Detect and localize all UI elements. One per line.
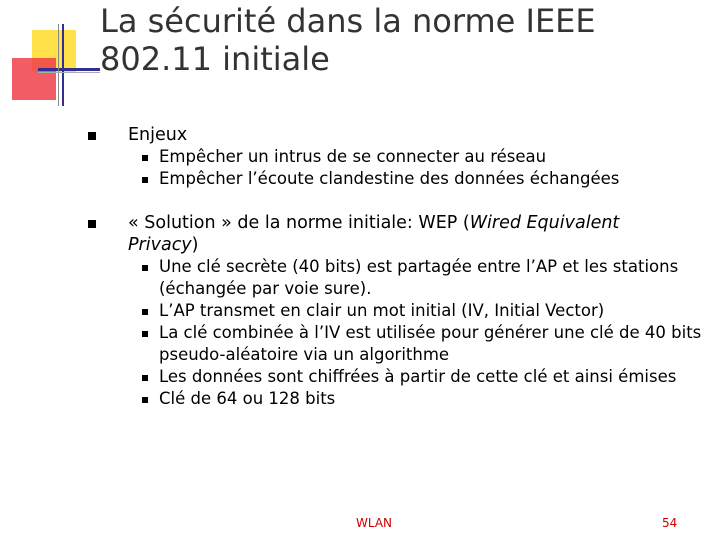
sub-bullet-text: L’AP transmet en clair un mot initial (IV, Initial Vector) [159,301,605,320]
sub-bullet-text: Clé de 64 ou 128 bits [159,389,336,408]
sub-bullet [0,366,704,388]
square-bullet-icon [142,375,148,381]
sub-bullet [0,322,704,366]
square-bullet-icon [142,309,148,315]
square-bullet-icon [88,132,96,140]
sub-bullet [0,300,704,322]
sub-bullet-text: Empêcher l’écoute clandestine des données échangées [159,169,620,188]
footer-center: WLAN [356,516,393,530]
page-number: 54 [662,516,678,530]
bullet-enjeux [0,124,648,146]
sub-bullet [0,256,704,300]
corner-decoration [0,0,100,110]
square-bullet-icon [142,265,148,271]
bullet-text-italic: Wired Equivalent Privacy [128,213,620,255]
slide-title: La sécurité dans la norme IEEE 802.11 initiale [100,2,596,78]
blue-vertical-line [62,24,64,106]
sub-bullet [0,388,704,410]
bullet-text-after: ) [191,235,199,255]
bullet-text: Enjeux [128,125,188,145]
sub-bullet-text: Empêcher un intrus de se connecter au réseau [159,147,547,166]
sub-bullet [0,168,704,190]
square-bullet-icon [142,331,148,337]
sub-bullet-text: Les données sont chiffrées à partir de cette clé et ainsi émises [159,367,677,386]
square-bullet-icon [142,397,148,403]
square-bullet-icon [142,177,148,183]
blue-horizontal-line [38,68,100,71]
bullet-text-before: « Solution » de la norme initiale: WEP ( [128,213,470,233]
gray-horizontal-line [38,72,100,73]
sub-bullet [0,146,704,168]
gray-vertical-line [58,24,59,106]
square-bullet-icon [88,220,96,228]
square-bullet-icon [142,155,148,161]
slide-body [0,124,720,410]
sub-bullet-text: Une clé secrète (40 bits) est partagée entre l’AP et les stations (échangée par voie sure). [159,257,679,298]
sub-bullet-text: La clé combinée à l’IV est utilisée pour générer une clé de 40 bits pseudo-aléatoire via un algorithme [159,323,702,364]
red-square [12,58,56,100]
bullet-solution [0,212,648,256]
